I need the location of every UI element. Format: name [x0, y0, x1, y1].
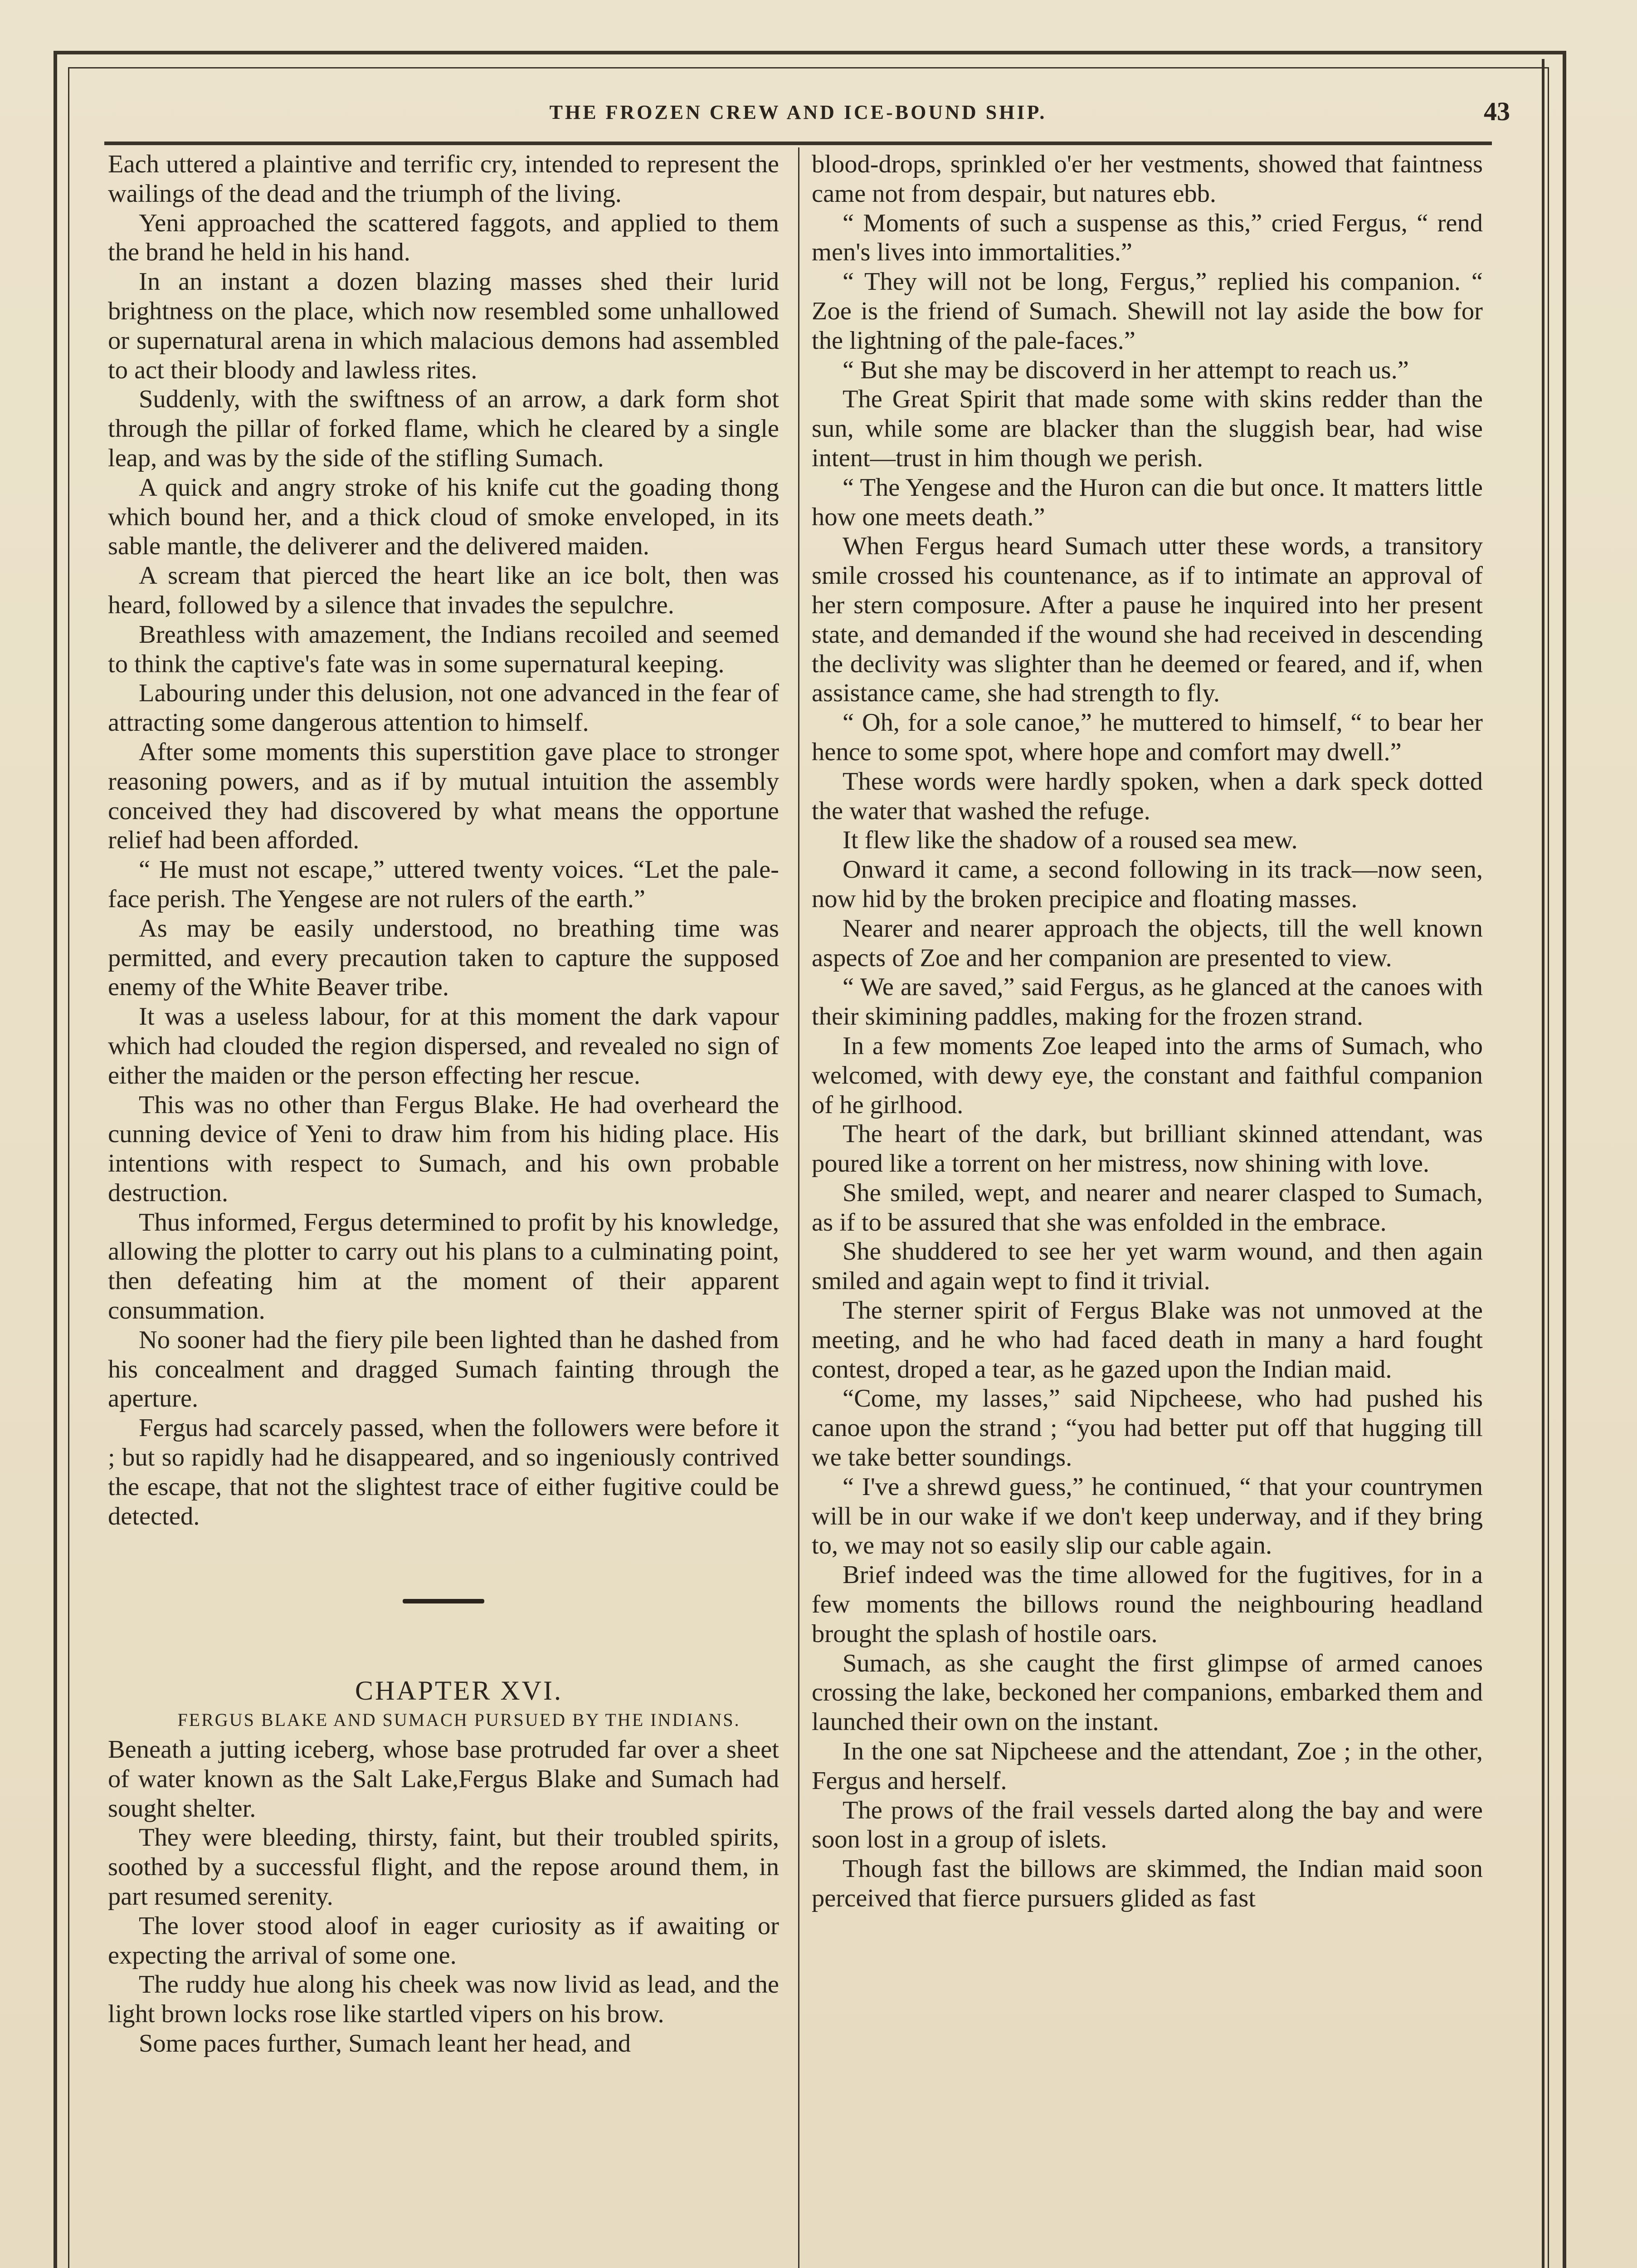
left-column: [108, 150, 779, 2268]
paragraph: In an instant a dozen blazing masses shed their lurid brightness on the place, which now resembled some unhallowed or supernatural arena in which malacious demons had assembled to act their bloody and lawless rites.: [108, 268, 779, 384]
paragraph: These words were hardly spoken, when a dark speck dotted the water that washed the refuge.: [812, 767, 1483, 825]
paragraph: The heart of the dark, but brilliant skinned attendant, was poured like a torrent on her mistress, now shining with love.: [812, 1120, 1483, 1178]
paragraph: Some paces further, Sumach leant her head, and: [139, 2029, 631, 2058]
section-divider: [403, 1599, 484, 1603]
paragraph: Brief indeed was the time allowed for the fugitives, for in a few moments the billows round the neighbouring headland brought the splash of hostile oars.: [812, 1561, 1483, 1648]
paragraph: Thus informed, Fergus determined to profit by his knowledge, allowing the plotter to carry out his plans to a culminating point, then defeating him at the moment of their apparent consummation.: [108, 1208, 779, 1325]
paragraph: The sterner spirit of Fergus Blake was not unmoved at the meeting, and he who had faced death in many a hard fought contest, droped a tear, as he gazed upon the Indian maid.: [812, 1296, 1483, 1383]
page-number: 43: [1484, 97, 1510, 126]
paragraph: In the one sat Nipcheese and the attendant, Zoe ; in the other, Fergus and herself.: [812, 1737, 1483, 1795]
paragraph: Though fast the billows are skimmed, the Indian maid soon perceived that fierce pursuers glided as fast: [812, 1855, 1483, 1913]
paragraph: No sooner had the fiery pile been lighted than he dashed from his concealment and dragged Sumach fainting through the aperture.: [108, 1325, 779, 1413]
paragraph: The ruddy hue along his cheek was now livid as lead, and the light brown locks rose like startled vipers on his brow.: [108, 1970, 779, 2028]
right-column: [812, 150, 1483, 2268]
paragraph: Beneath a jutting iceberg, whose base protruded far over a sheet of water known as the Salt Lake,Fergus Blake and Sumach had sought shelter.: [108, 1735, 779, 1823]
paragraph: Breathless with amazement, the Indians recoiled and seemed to think the captive's fate was in some supernatural keeping.: [108, 620, 779, 678]
paragraph: Onward it came, a second following in its track—now seen, now hid by the broken precipice and floating masses.: [812, 855, 1483, 913]
paragraph: It flew like the shadow of a roused sea mew.: [843, 826, 1298, 855]
paragraph: The prows of the frail vessels darted along the bay and were soon lost in a group of islets.: [812, 1796, 1483, 1854]
paragraph: “ He must not escape,” uttered twenty voices. “Let the pale-face perish. The Yengese are not rulers of the earth.”: [108, 855, 779, 913]
paragraph: “ But she may be discoverd in her attempt to reach us.”: [843, 356, 1409, 384]
running-head: THE FROZEN CREW AND ICE-BOUND SHIP.: [549, 101, 1047, 123]
chapter-subtitle: FERGUS BLAKE AND SUMACH PURSUED BY THE INDIANS.: [177, 1710, 741, 1730]
paragraph: “ The Yengese and the Huron can die but once. It matters little how one meets death.”: [812, 473, 1483, 531]
paragraph: “ Moments of such a suspense as this,” cried Fergus, “ rend men's lives into immortalities.”: [812, 209, 1483, 267]
paragraph: As may be easily understood, no breathing time was permitted, and every precaution taken to capture the supposed enemy of the White Beaver tribe.: [108, 914, 779, 1002]
paragraph: Sumach, as she caught the first glimpse of armed canoes crossing the lake, beckoned her companions, embarked them and launched their own on the instant.: [812, 1649, 1483, 1736]
paragraph: This was no other than Fergus Blake. He had overheard the cunning device of Yeni to draw him from his hiding place. His intentions with respect to Sumach, and his own probable destruction.: [108, 1090, 779, 1207]
paragraph: Labouring under this delusion, not one advanced in the fear of attracting some dangerous attention to himself.: [108, 679, 779, 737]
right-border-rule: [1542, 59, 1544, 2268]
chapter-paragraphs: [108, 1735, 779, 2058]
paragraph: Each uttered a plaintive and terrific cry, intended to represent the wailings of the dead and the triumph of the living.: [108, 150, 779, 208]
paragraph: The Great Spirit that made some with skins redder than the sun, while some are blacker than the sluggish bear, had wise intent—trust in him though we perish.: [812, 385, 1483, 472]
paragraph: A quick and angry stroke of his knife cut the goading thong which bound her, and a thick cloud of smoke enveloped, in its sable mantle, the deliverer and the delivered maiden.: [108, 473, 779, 561]
paragraph: A scream that pierced the heart like an ice bolt, then was heard, followed by a silence that invades the sepulchre.: [108, 562, 779, 619]
paragraph: When Fergus heard Sumach utter these words, a transitory smile crossed his countenance, as if to intimate an approval of her stern composure. After a pause he inquired into her present state, and demanded if the wound she had received in descending the declivity was slighter than he deemed or feared, and if, when assistance came, she had strength to fly.: [812, 532, 1483, 708]
paragraph: “ They will not be long, Fergus,” replied his companion. “ Zoe is the friend of Sumach. Shewill not lay aside the bow for the lightning of the pale-faces.”: [812, 268, 1483, 355]
paragraph: “ We are saved,” said Fergus, as he glanced at the canoes with their skimining paddles, making for the frozen strand.: [812, 973, 1483, 1031]
paragraph: She shuddered to see her yet warm wound, and then again smiled and again wept to find it trivial.: [812, 1237, 1483, 1295]
paragraph: In a few moments Zoe leaped into the arms of Sumach, who welcomed, with dewy eye, the constant and faithful companion of he girlhood.: [812, 1031, 1483, 1119]
paragraph: They were bleeding, thirsty, faint, but their troubled spirits, soothed by a successful flight, and the repose around them, in part resumed serenity.: [108, 1823, 779, 1911]
paragraph-continuation: blood-drops, sprinkled o'er her vestments, showed that faintness came not from despair, but natures ebb.: [812, 150, 1483, 208]
header-rule: [104, 142, 1492, 145]
paragraph: Yeni approached the scattered faggots, and applied to them the brand he held in his hand.: [108, 209, 779, 267]
paragraph: The lover stood aloof in eager curiosity as if awaiting or expecting the arrival of some one.: [108, 1911, 779, 1970]
paragraph: Suddenly, with the swiftness of an arrow, a dark form shot through the pillar of forked flame, which he cleared by a single leap, and was by the side of the stifling Sumach.: [108, 385, 779, 472]
paragraph: After some moments this superstition gave place to stronger reasoning powers, and as if by mutual intuition the assembly conceived they had discovered by what means the opportune relief had been afforded.: [108, 738, 779, 855]
paragraph: Fergus had scarcely passed, when the followers were before it ; but so rapidly had he disappeared, and so ingeniously contrived the escape, that not the slightest trace of either fugitive could be detected.: [108, 1414, 779, 1530]
paragraph: She smiled, wept, and nearer and nearer clasped to Sumach, as if to be assured that she was enfolded in the embrace.: [812, 1178, 1483, 1237]
chapter-title: CHAPTER XVI.: [355, 1676, 563, 1706]
paragraph: “ I've a shrewd guess,” he continued, “ that your countrymen will be in our wake if we don't keep underway, and if they bring to, we may not so easily slip our cable again.: [812, 1472, 1483, 1560]
paragraph: “ Oh, for a sole canoe,” he muttered to himself, “ to bear her hence to some spot, where hope and comfort may dwell.”: [812, 709, 1483, 766]
paragraph: “Come, my lasses,” said Nipcheese, who had pushed his canoe upon the strand ; “you had better put off that hugging till we take better soundings.: [812, 1384, 1483, 1472]
left-paragraphs: [108, 150, 779, 1531]
paragraph: It was a useless labour, for at this moment the dark vapour which had clouded the region dispersed, and revealed no sign of either the maiden or the person effecting her rescue.: [108, 1002, 779, 1090]
right-paragraphs: [812, 209, 1483, 1913]
paragraph: Nearer and nearer approach the objects, till the well known aspects of Zoe and her companion are presented to view.: [812, 914, 1483, 972]
column-divider: [798, 147, 799, 2268]
